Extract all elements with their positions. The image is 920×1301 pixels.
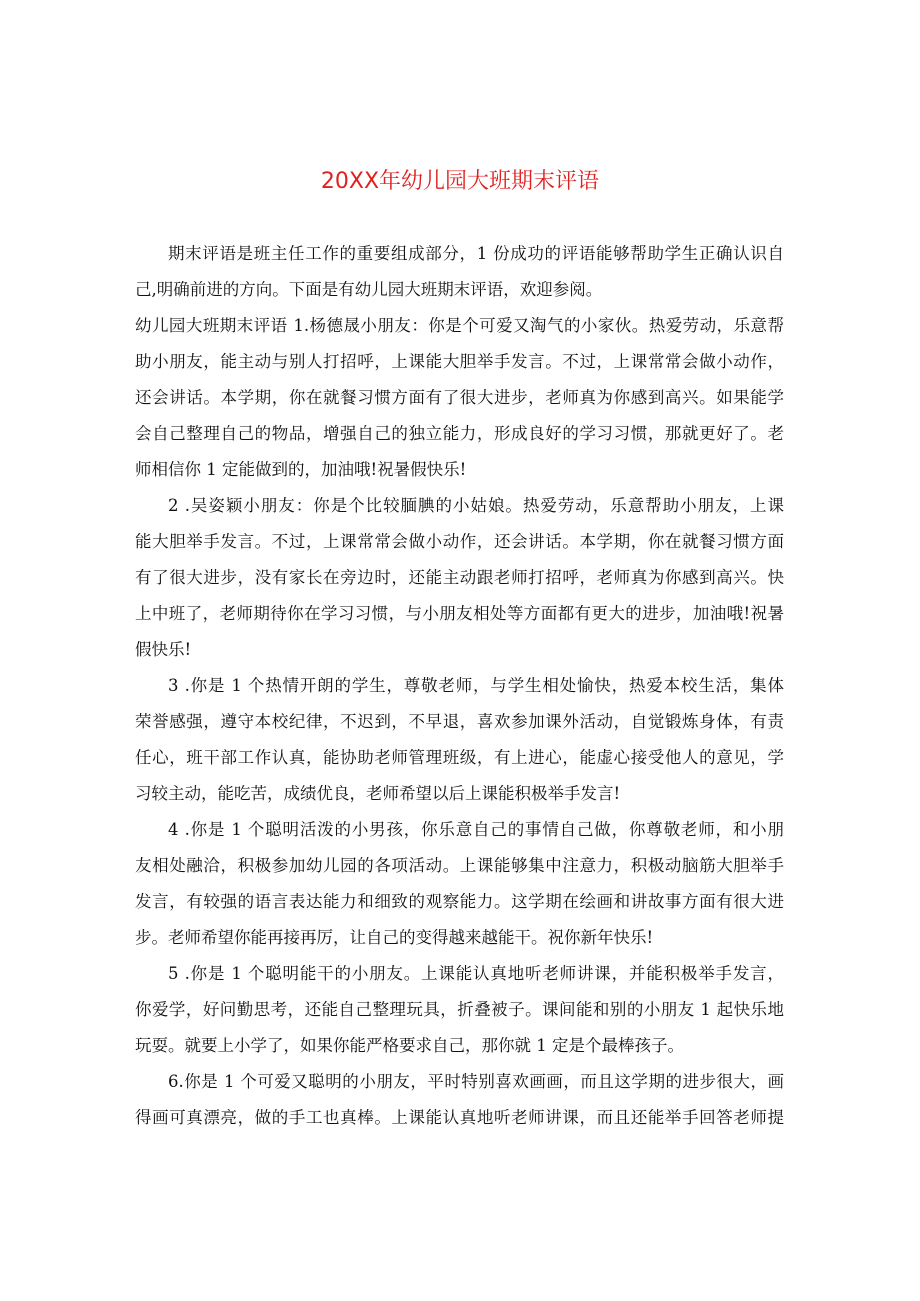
paragraph-line: 假快乐! [135,640,192,659]
paragraph-line: 还会讲话。本学期，你在就餐习惯方面有了很大进步，老师真为你感到高兴。如果能学 [135,388,784,407]
paragraph-line: 玩耍。就要上小学了，如果你能严格要求自己，那你就 1 定是个最棒孩子。 [135,1036,684,1055]
paragraph-line: 3 .你是 1 个热情开朗的学生，尊敬老师，与学生相处愉快，热爱本校生活，集体 [168,676,784,695]
paragraph-line: 4 .你是 1 个聪明活泼的小男孩，你乐意自己的事情自己做，你尊敬老师，和小朋 [168,820,784,839]
paragraph-line: 2 .吴姿颖小朋友：你是个比较腼腆的小姑娘。热爱劳动，乐意帮助小朋友，上课 [168,496,784,515]
paragraph [135,1064,784,1136]
paragraph-line: 师相信你 1 定能做到的，加油哦!祝暑假快乐! [135,460,467,479]
paragraph-line: 友相处融洽，积极参加幼儿园的各项活动。上课能够集中注意力，积极动脑筋大胆举手 [135,856,784,875]
paragraph-line: 5 .你是 1 个聪明能干的小朋友。上课能认真地听老师讲课，并能积极举手发言， [168,964,784,983]
paragraph-line: 得画可真漂亮，做的手工也真棒。上课能认真地听老师讲课，而且还能举手回答老师提 [135,1108,784,1127]
paragraph [135,308,784,488]
paragraph-line: 会自己整理自己的物品，增强自己的独立能力，形成良好的学习习惯，那就更好了。老 [135,424,784,443]
paragraph-line: 幼儿园大班期末评语 1.杨德晟小朋友：你是个可爱又淘气的小家伙。热爱劳动，乐意帮 [135,316,784,335]
paragraph-line: 己,明确前进的方向。下面是有幼儿园大班期末评语，欢迎参阅。 [135,280,603,299]
paragraph [135,668,784,812]
paragraph-line: 有了很大进步，没有家长在旁边时，还能主动跟老师打招呼，老师真为你感到高兴。快 [135,568,784,587]
paragraph [135,812,784,956]
paragraph-line: 步。老师希望你能再接再厉，让自己的变得越来越能干。祝你新年快乐! [135,928,654,947]
paragraph-line: 6.你是 1 个可爱又聪明的小朋友，平时特别喜欢画画，而且这学期的进步很大，画 [168,1072,784,1091]
paragraph-line: 发言，有较强的语言表达能力和细致的观察能力。这学期在绘画和讲故事方面有很大进 [135,892,784,911]
document-body [135,236,784,1136]
document-title: 20XX年幼儿园大班期末评语 [320,169,600,194]
paragraph [135,956,784,1064]
paragraph [135,488,784,668]
paragraph-line: 助小朋友，能主动与别人打招呼，上课能大胆举手发言。不过，上课常常会做小动作， [135,352,784,371]
paragraph [135,236,784,308]
paragraph-line: 上中班了，老师期待你在学习习惯，与小朋友相处等方面都有更大的进步，加油哦!祝暑 [135,604,784,623]
paragraph-line: 你爱学，好问勤思考，还能自己整理玩具，折叠被子。课间能和别的小朋友 1 起快乐地 [135,1000,784,1019]
paragraph-line: 期末评语是班主任工作的重要组成部分，1 份成功的评语能够帮助学生正确认识自 [168,244,784,263]
paragraph-line: 习较主动，能吃苦，成绩优良，老师希望以后上课能积极举手发言! [135,784,621,803]
paragraph-line: 能大胆举手发言。不过，上课常常会做小动作，还会讲话。本学期，你在就餐习惯方面 [135,532,784,551]
paragraph-line: 任心，班干部工作认真，能协助老师管理班级，有上进心，能虚心接受他人的意见，学 [135,748,784,767]
paragraph-line: 荣誉感强，遵守本校纪律，不迟到，不早退，喜欢参加课外活动，自觉锻炼身体，有责 [135,712,784,731]
